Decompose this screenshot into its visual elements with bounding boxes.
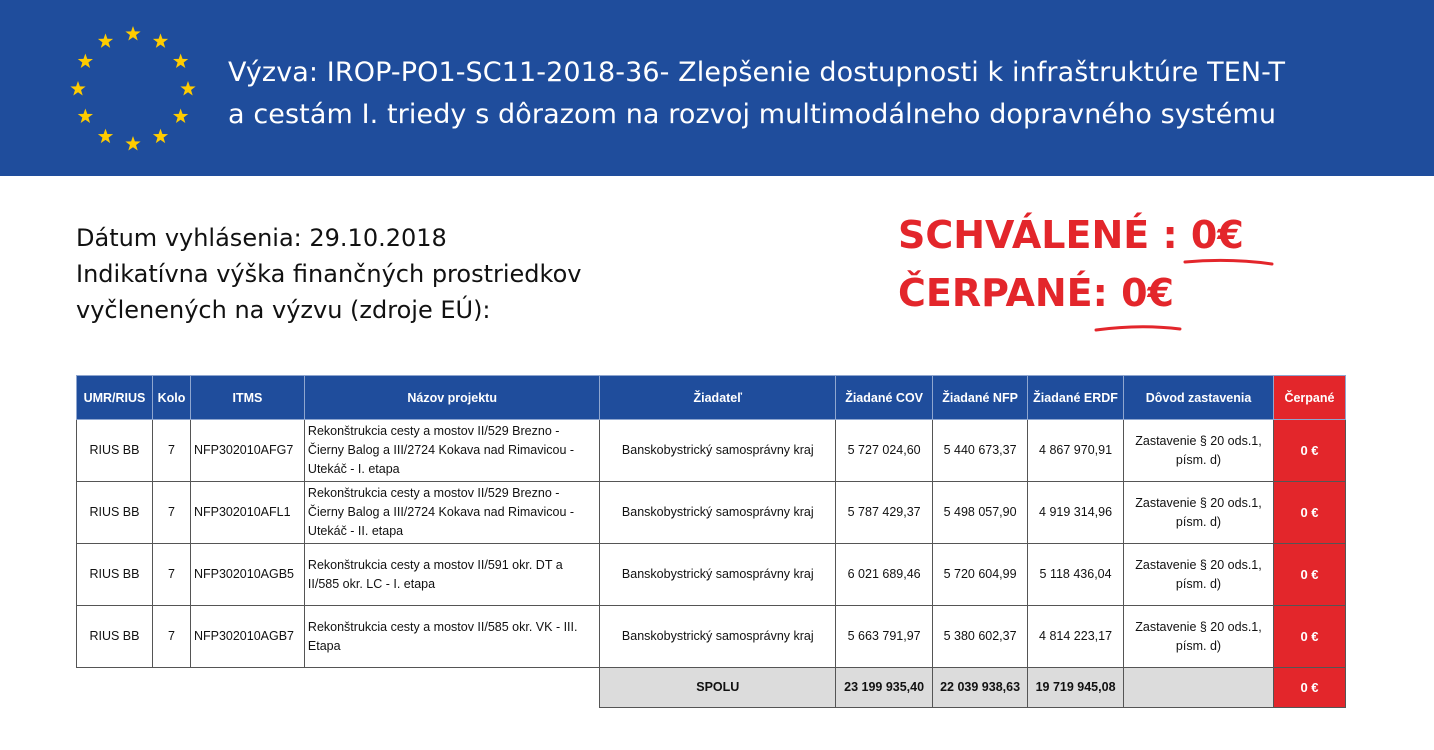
- star-icon: [125, 136, 140, 150]
- header-itms: ITMS: [190, 376, 304, 420]
- cell-itms: NFP302010AFL1: [190, 482, 304, 544]
- table-header-row: [77, 376, 1346, 420]
- cell-itms: NFP302010AFG7: [190, 420, 304, 482]
- total-reason-blank: [1124, 668, 1274, 708]
- total-label: SPOLU: [600, 668, 836, 708]
- cell-project-name: Rekonštrukcia cesty a mostov II/591 okr. DT a II/585 okr. LC - I. etapa: [304, 544, 600, 606]
- table-row: [77, 544, 1346, 606]
- table-row: [77, 482, 1346, 544]
- table-row: [77, 420, 1346, 482]
- header-kolo: Kolo: [152, 376, 190, 420]
- cell-applicant: Banskobystrický samosprávny kraj: [600, 420, 836, 482]
- call-info: [76, 220, 716, 328]
- cell-umr: RIUS BB: [77, 420, 153, 482]
- cell-umr: RIUS BB: [77, 482, 153, 544]
- cell-kolo: 7: [152, 606, 190, 668]
- header-reason: Dôvod zastavenia: [1124, 376, 1274, 420]
- star-icon: [173, 54, 188, 68]
- cell-erdf: 4 867 970,91: [1028, 420, 1124, 482]
- cell-cov: 5 727 024,60: [836, 420, 933, 482]
- announcement-date: Dátum vyhlásenia: 29.10.2018: [76, 224, 447, 252]
- funding-label-line-1: Indikatívna výška finančných prostriedkov: [76, 260, 582, 288]
- cell-nfp: 5 498 057,90: [933, 482, 1028, 544]
- star-icon: [78, 109, 93, 123]
- star-icon: [70, 81, 85, 95]
- header-cov: Žiadané COV: [836, 376, 933, 420]
- star-icon: [153, 129, 168, 143]
- total-erdf: 19 719 945,08: [1028, 668, 1124, 708]
- cell-kolo: 7: [152, 420, 190, 482]
- cell-cov: 6 021 689,46: [836, 544, 933, 606]
- cell-reason: Zastavenie § 20 ods.1, písm. d): [1124, 482, 1274, 544]
- cell-applicant: Banskobystrický samosprávny kraj: [600, 606, 836, 668]
- total-nfp: 22 039 938,63: [933, 668, 1028, 708]
- total-spacer: [77, 668, 600, 708]
- cell-cov: 5 663 791,97: [836, 606, 933, 668]
- star-icon: [173, 109, 188, 123]
- cell-drawn: 0 €: [1273, 482, 1345, 544]
- cell-reason: Zastavenie § 20 ods.1, písm. d): [1124, 420, 1274, 482]
- cell-nfp: 5 380 602,37: [933, 606, 1028, 668]
- funding-label-line-2: vyčlenených na výzvu (zdroje EÚ):: [76, 296, 491, 324]
- cell-umr: RIUS BB: [77, 544, 153, 606]
- header-applicant: Žiadateľ: [600, 376, 836, 420]
- call-title: [228, 52, 1408, 136]
- cell-erdf: 4 919 314,96: [1028, 482, 1124, 544]
- cell-drawn: 0 €: [1273, 420, 1345, 482]
- cell-drawn: 0 €: [1273, 544, 1345, 606]
- cell-project-name: Rekonštrukcia cesty a mostov II/585 okr. VK - III. Etapa: [304, 606, 600, 668]
- call-title-line-1: Výzva: IROP-PO1-SC11-2018-36- Zlepšenie dostupnosti k infraštruktúre TEN-T: [228, 57, 1286, 88]
- approved-amount: SCHVÁLENÉ : 0€: [898, 213, 1244, 257]
- star-icon: [98, 33, 113, 47]
- star-icon: [98, 129, 113, 143]
- header-drawn: Čerpané: [1273, 376, 1345, 420]
- header-erdf: Žiadané ERDF: [1028, 376, 1124, 420]
- cell-reason: Zastavenie § 20 ods.1, písm. d): [1124, 544, 1274, 606]
- eu-flag-icon: [62, 20, 204, 158]
- cell-umr: RIUS BB: [77, 606, 153, 668]
- star-icon: [78, 54, 93, 68]
- cell-erdf: 5 118 436,04: [1028, 544, 1124, 606]
- table-row: [77, 606, 1346, 668]
- cell-nfp: 5 440 673,37: [933, 420, 1028, 482]
- cell-project-name: Rekonštrukcia cesty a mostov II/529 Brezno - Čierny Balog a III/2724 Kokava nad Rimavicou - Utekáč - I. etapa: [304, 420, 600, 482]
- header-umr: UMR/RIUS: [77, 376, 153, 420]
- star-icon: [180, 81, 195, 95]
- projects-table: [76, 375, 1346, 708]
- cell-reason: Zastavenie § 20 ods.1, písm. d): [1124, 606, 1274, 668]
- cell-applicant: Banskobystrický samosprávny kraj: [600, 544, 836, 606]
- cell-drawn: 0 €: [1273, 606, 1345, 668]
- drawn-amount: ČERPANÉ: 0€: [898, 271, 1174, 315]
- cell-itms: NFP302010AGB7: [190, 606, 304, 668]
- header-project-name: Názov projektu: [304, 376, 600, 420]
- call-title-line-2: a cestám I. triedy s dôrazom na rozvoj multimodálneho dopravného systému: [228, 99, 1277, 130]
- cell-applicant: Banskobystrický samosprávny kraj: [600, 482, 836, 544]
- header-banner: [0, 0, 1434, 176]
- cell-erdf: 4 814 223,17: [1028, 606, 1124, 668]
- header-nfp: Žiadané NFP: [933, 376, 1028, 420]
- star-icon: [153, 33, 168, 47]
- total-drawn: 0 €: [1273, 668, 1345, 708]
- cell-cov: 5 787 429,37: [836, 482, 933, 544]
- cell-project-name: Rekonštrukcia cesty a mostov II/529 Brezno - Čierny Balog a III/2724 Kokava nad Rimavicou - Utekáč - II. etapa: [304, 482, 600, 544]
- star-icon: [125, 26, 140, 40]
- cell-itms: NFP302010AGB5: [190, 544, 304, 606]
- cell-nfp: 5 720 604,99: [933, 544, 1028, 606]
- table-total-row: [77, 668, 1346, 708]
- status-summary: [898, 206, 1318, 322]
- cell-kolo: 7: [152, 482, 190, 544]
- total-cov: 23 199 935,40: [836, 668, 933, 708]
- cell-kolo: 7: [152, 544, 190, 606]
